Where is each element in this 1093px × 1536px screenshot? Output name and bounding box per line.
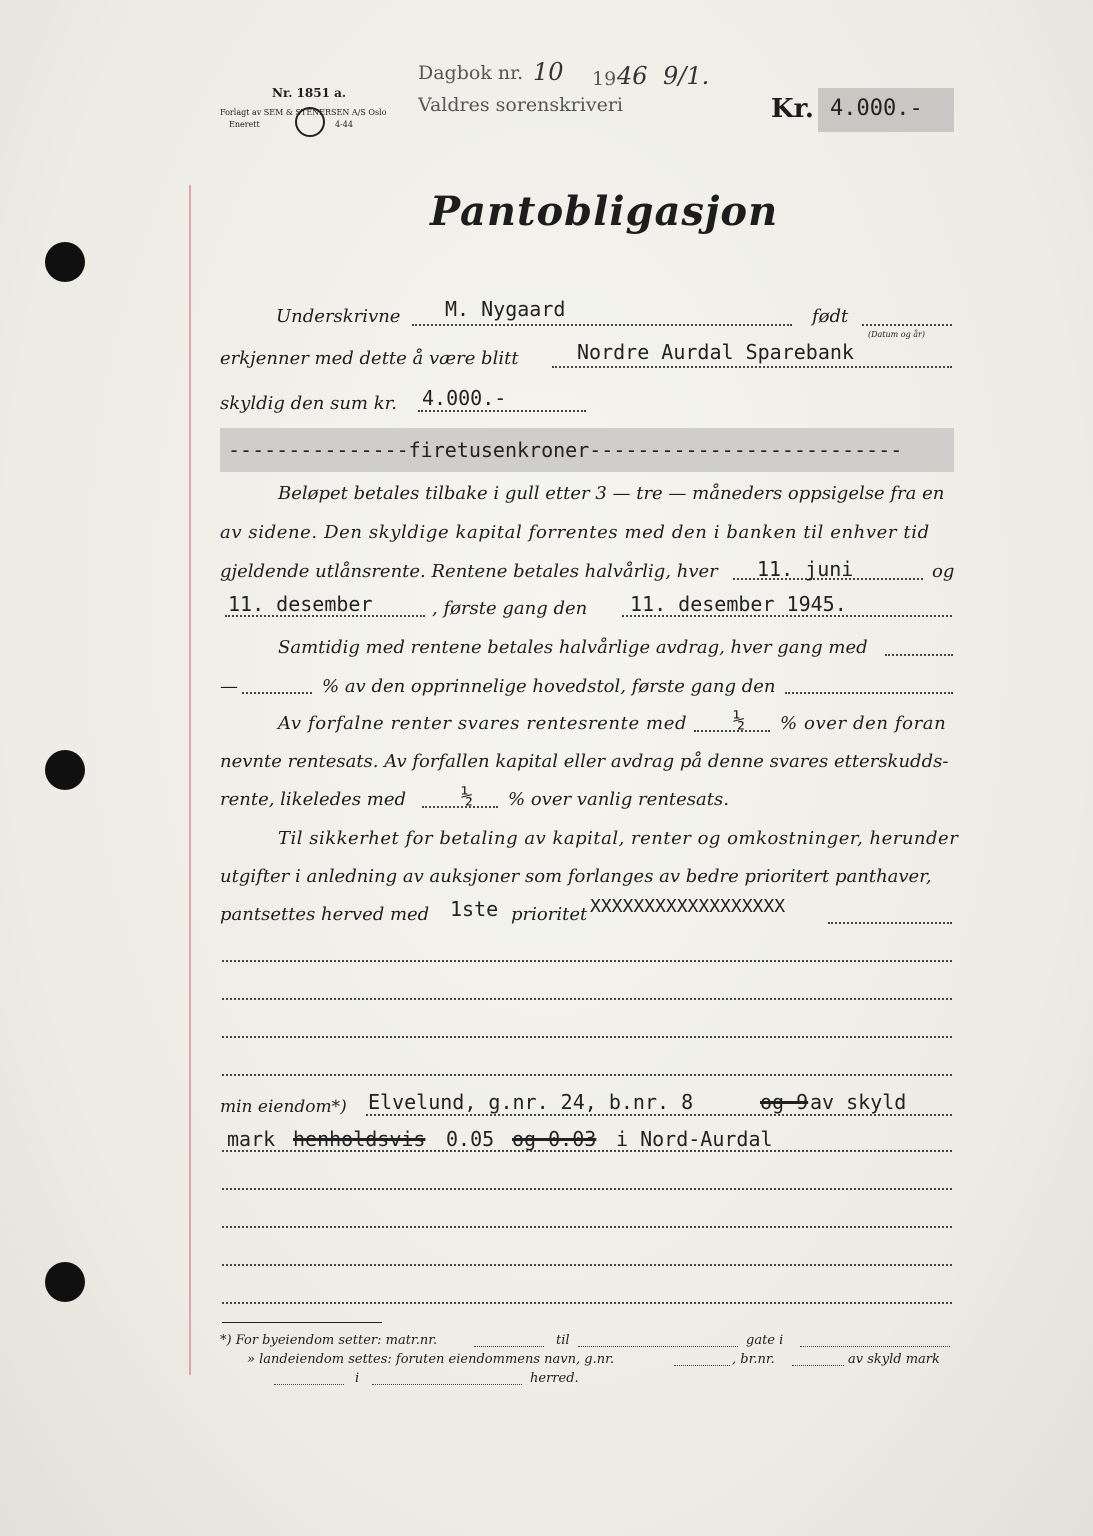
punch-hole-icon — [45, 750, 85, 790]
fill-line — [785, 692, 953, 694]
footnote-text: » landeiendom settes: foruten eiendommens navn, g.nr. — [247, 1352, 614, 1367]
fill-line — [222, 1188, 952, 1190]
payment-date-1: 11. juni — [757, 557, 854, 581]
undersigned-value: M. Nygaard — [445, 297, 566, 321]
fill-line — [885, 654, 953, 656]
priority-value: 1ste — [450, 897, 499, 921]
date-note: 9/1. — [663, 62, 710, 90]
year-prefix: 19 — [592, 68, 617, 90]
footnote-text: gate i — [746, 1333, 784, 1348]
body-text: rente, likeledes med — [220, 789, 407, 810]
creditor-value: Nordre Aurdal Sparebank — [577, 340, 854, 364]
body-text: % av den opprinnelige hovedstol, første gang den — [322, 676, 776, 697]
fill-line — [222, 1264, 952, 1266]
body-text: % over den foran — [780, 713, 947, 734]
fill-line — [800, 1346, 950, 1347]
acknowledges-label: erkjenner med dette å være blitt — [220, 348, 519, 369]
body-text: og — [932, 561, 955, 582]
body-text: nevnte rentesats. Av forfallen kapital eller avdrag på denne svares etterskudds- — [220, 751, 949, 772]
property-municipality: i Nord-Aurdal — [616, 1127, 773, 1151]
fill-line — [222, 998, 952, 1000]
body-text: % over vanlig rentesats. — [508, 789, 729, 810]
publisher-line: Forlagt av SEM & STENERSEN A/S Oslo — [220, 108, 387, 117]
publisher-logo-icon — [295, 107, 325, 137]
form-number: Nr. 1851 a. — [272, 86, 347, 100]
fill-line — [578, 1346, 738, 1347]
property-line-1: Elvelund, g.nr. 24, b.nr. 8 — [368, 1090, 694, 1114]
stamp-court: Valdres sorenskriveri — [418, 94, 623, 116]
fill-line — [862, 324, 952, 326]
body-text: gjeldende utlånsrente. Rentene betales halvårlig, hver — [220, 561, 718, 582]
footnote-text: i — [355, 1371, 360, 1386]
fill-line — [366, 1114, 952, 1116]
installment-dash: — — [220, 676, 238, 697]
fill-line — [418, 410, 586, 412]
overdue-rate: ½ — [461, 784, 474, 808]
amount-label: Kr. — [771, 94, 814, 124]
footnote-text: *) For byeiendom setter: matr.nr. — [220, 1333, 438, 1348]
amount-value: 4.000.- — [830, 96, 923, 121]
payment-date-2: 11. desember — [228, 592, 373, 616]
fill-line — [222, 1036, 952, 1038]
body-text: Av forfalne renter svares rentesrente med — [278, 713, 688, 734]
property-mark: mark — [227, 1127, 276, 1151]
punch-hole-icon — [45, 1262, 85, 1302]
struck-text: og 0.03 — [512, 1127, 597, 1151]
undersigned-label: Underskrivne — [276, 306, 401, 327]
year-suffix: 46 — [617, 62, 648, 90]
fill-line — [222, 1074, 952, 1076]
struck-text: og 9 — [760, 1090, 809, 1114]
punch-hole-icon — [45, 242, 85, 282]
compound-rate: ½ — [733, 708, 746, 732]
property-label: min eiendom*) — [220, 1097, 347, 1117]
property-line-1-end: av skyld — [810, 1090, 907, 1114]
fill-line — [412, 324, 792, 326]
body-text: av sidene. Den skyldige kapital forrentes med den i banken til enhver tid — [220, 522, 930, 543]
footnote-divider — [222, 1322, 382, 1323]
fill-line — [828, 922, 952, 924]
journal-number: 10 — [533, 58, 564, 86]
sum-words: ---------------firetusenkroner-------------------------- — [228, 438, 903, 462]
stamp-journal-label: Dagbok nr. — [418, 62, 524, 84]
publisher-date: 4-44 — [335, 120, 353, 129]
fill-line — [792, 1365, 844, 1366]
footnote-text: av skyld mark — [848, 1352, 940, 1367]
body-text: Til sikkerhet for betaling av kapital, renter og omkostninger, herunder — [278, 828, 959, 849]
first-payment-date: 11. desember 1945. — [630, 592, 847, 616]
body-text: pantsettes herved med — [220, 904, 430, 925]
fill-line — [694, 730, 770, 732]
fill-line — [222, 1150, 952, 1152]
fill-line — [372, 1384, 522, 1385]
fill-line — [274, 1384, 344, 1385]
born-hint: (Datum og år) — [868, 330, 925, 339]
struck-text: XXXXXXXXXXXXXXXXXX — [590, 896, 786, 917]
body-text: Beløpet betales tilbake i gull etter 3 — tre — måneders oppsigelse fra en — [278, 483, 945, 504]
footnote-text: til — [556, 1333, 570, 1348]
body-text: , første gang den — [432, 598, 588, 619]
publisher-enerett: Enerett — [229, 120, 260, 129]
document-title: Pantobligasjon — [430, 188, 779, 235]
fill-line — [422, 806, 498, 808]
fill-line — [674, 1365, 730, 1366]
born-label: født — [812, 306, 849, 327]
fill-line — [222, 1226, 952, 1228]
fill-line — [242, 692, 312, 694]
footnote-text: , br.nr. — [732, 1352, 775, 1367]
sum-value: 4.000.- — [422, 386, 507, 410]
fill-line — [222, 1302, 952, 1304]
fill-line — [222, 960, 952, 962]
amount-box — [818, 88, 954, 132]
sum-words-band — [220, 428, 954, 472]
fill-line — [552, 366, 952, 368]
sum-label: skyldig den sum kr. — [220, 393, 397, 414]
struck-text: henholdsvis — [293, 1127, 426, 1151]
footnote-text: herred. — [530, 1371, 579, 1386]
fill-line — [474, 1346, 544, 1347]
property-skyld: 0.05 — [446, 1127, 495, 1151]
body-text: Samtidig med rentene betales halvårlige avdrag, hver gang med — [278, 637, 868, 658]
body-text: utgifter i anledning av auksjoner som forlanges av bedre prioritert panthaver, — [220, 866, 932, 887]
body-text: prioritet — [511, 904, 588, 925]
margin-line — [189, 185, 191, 1375]
